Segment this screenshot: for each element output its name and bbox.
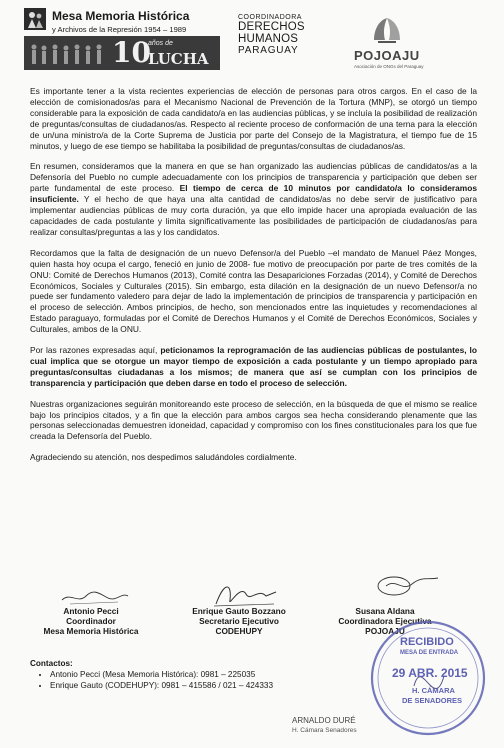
paragraph-4-bold: peticionamos la reprogramación de las audiencias públicas de postulantes, lo cual implica que se otorgue un mayor tiempo de exposición a cada postulante y un tiempo apropiado para preguntas/consultas ciudadanas a los mismos; de manera que así se cumplan con los principios de transparencia y participación que deben darse en todo el proceso de selección. (30, 345, 477, 388)
mesa-memoria-emblem-icon (24, 8, 46, 30)
contact-item: • Antonio Pecci (Mesa Memoria Histórica): 0981 – 225035 (50, 669, 273, 680)
signer-role: Coordinador (66, 616, 116, 627)
received-stamp (352, 616, 492, 740)
signer-name: Enrique Gauto Bozzano (192, 606, 286, 616)
signer-role: Secretario Ejecutivo (199, 616, 279, 627)
mesa-memoria-logo-block (24, 8, 234, 74)
paragraph-3: Recordamos que la falta de designación de un nuevo Defensor/a del Pueblo –el mandato de Manuel Páez Monges, quien hasta hoy ocupa el cargo, feneció en junio de 2008- fue motivo de preocupación por parte de tres comités de la ONU: Comité de Derechos Humanos (2013), Comité contra las Desapariciones Forzadas (2014), y Comité de Derechos Económicos, Sociales y Culturales (2015). Sin embargo, esta dilación en la designación de un nuevo Defensor/a no puede ser fundamento valedero para dejar de lado la implementación de principios de transparencia y participación en el proceso de selección. Ambos principios, de hecho, son mencionados entre las inquietudes y recomendaciones al Estado paraguayo, formuladas por el Comité de Derechos Humanos y el Comité de Derechos Económicos, Sociales y Culturales, ambos de la ONU. (30, 247, 477, 335)
mesa-memoria-title: Mesa Memoria Histórica (52, 9, 190, 23)
stamp-camara: H. CÁMARA (412, 686, 455, 695)
pojoaju-hands-icon (370, 14, 404, 46)
figures-icon (28, 42, 106, 66)
signer-org: Mesa Memoria Histórica (43, 626, 139, 637)
contact-item: • Enrique Gauto (CODEHUPY): 0981 – 415586 / 021 – 424333 (50, 680, 273, 691)
paragraph-5: Nuestras organizaciones seguirán monitoreando este proceso de selección, en la búsqueda de que el mismo se realice bajo los principios citados, y a fin que la elección para ambos cargos sea hecha considerando plenamente que las personas seleccionadas demuestren idoneidad, capacidad y compromiso con los fines constitucionales para los que fue creada la Defensoría del Pueblo. (30, 398, 477, 442)
received-by-office: H. Cámara Senadores (292, 727, 357, 734)
stamp-recibido: RECIBIDO (400, 636, 454, 648)
contacts-section (30, 658, 273, 691)
codehupy-logo-block (238, 14, 342, 56)
signer-org: CODEHUPY (215, 626, 263, 637)
signer-org: POJOAJU (365, 626, 405, 637)
paragraph-2-bold: El tiempo de cerca de 10 minutos por candidato/a lo consideramos insuficiente. (30, 183, 478, 205)
letter-body (30, 86, 477, 473)
paragraph-2-text-a: En resumen, consideramos que la manera en que se han organizado las audiencias públicas de candidatos/as a la Defensoría del Pueblo no cumple adecuadamente con los principios de transparencia y participación que deben ser parte fundamental de este proceso. (30, 161, 477, 194)
signer-role: Coordinadora Ejecutiva (338, 616, 432, 627)
paragraph-4-text: Por las razones expresadas aquí, (30, 345, 158, 356)
ten-number: 10 (112, 36, 151, 69)
signature-aldana-icon (372, 572, 442, 600)
contacts-title: Contactos: (30, 659, 73, 668)
anios-label: años de (148, 40, 173, 47)
signature-block-pecci (26, 606, 156, 637)
ten-years-banner (24, 36, 220, 70)
stamp-senadores: DE SENADORES (402, 696, 463, 705)
paragraph-2-text-b: Y el hecho de que haya una alta cantidad de candidatos/as no debe servir de justificativo para implementar audiencias públicas de muy corta duración, ya que ello impide hacer una apropiada evaluación de las capacidades de cada postulante y limita significativamente las posibilidades de participación de ciudadanos/as para realizar consultas/preguntas a las y los candidatos. (30, 194, 477, 237)
lucha-label: LUCHA (148, 50, 209, 68)
codehupy-derechos: DERECHOS (238, 21, 305, 33)
signature-pecci-icon (60, 586, 130, 608)
mesa-memoria-subtitle: y Archivos de la Represión 1954 – 1989 (52, 25, 187, 34)
codehupy-humanos: HUMANOS (238, 33, 299, 45)
signer-name: Susana Aldana (355, 606, 415, 616)
closing-line: Agradeciendo su atención, nos despedimos saludándoles cordialmente. (30, 452, 297, 463)
paragraph-1: Es importante tener a la vista recientes experiencias de elección de personas para otros cargos. En el caso de la elección de comisionados/as para el Mecanismo Nacional de Prevención de la Tortura (MNP), se otorgó un tiempo considerable para la exposición de cada candidato/a en las audiencias públicas, y se incluía la posibilidad de realización de preguntas/consultas de ciudadanos/as. Respecto al reciente proceso de conformación de una terna para la elección de un/una ministro/a de la Corte Suprema de Justicia por parte del Consejo de la Magistratura, el tiempo fue de 15 minutos, y luego de ese tiempo se habilitaba la posibilidad de preguntas/consultas de ciudadanos/as. (30, 86, 477, 151)
paragraph-2 (30, 161, 477, 237)
codehupy-coordinadora: COORDINADORA (238, 14, 302, 21)
signature-block-gauto (172, 606, 306, 637)
stamp-mesa: MESA DE ENTRADA (400, 650, 459, 656)
paragraph-4 (30, 345, 477, 389)
pojoaju-logo-block (352, 14, 456, 74)
contacts-list (30, 669, 273, 691)
pojoaju-subtitle: Asociación de ONGs del Paraguay (354, 64, 424, 69)
signer-name: Antonio Pecci (63, 606, 119, 616)
received-by-name: ARNALDO DURÉ (292, 716, 356, 725)
codehupy-paraguay: PARAGUAY (238, 45, 299, 56)
stamp-date: 29 ABR. 2015 (392, 666, 468, 680)
pojoaju-name: POJOAJU (354, 48, 420, 63)
